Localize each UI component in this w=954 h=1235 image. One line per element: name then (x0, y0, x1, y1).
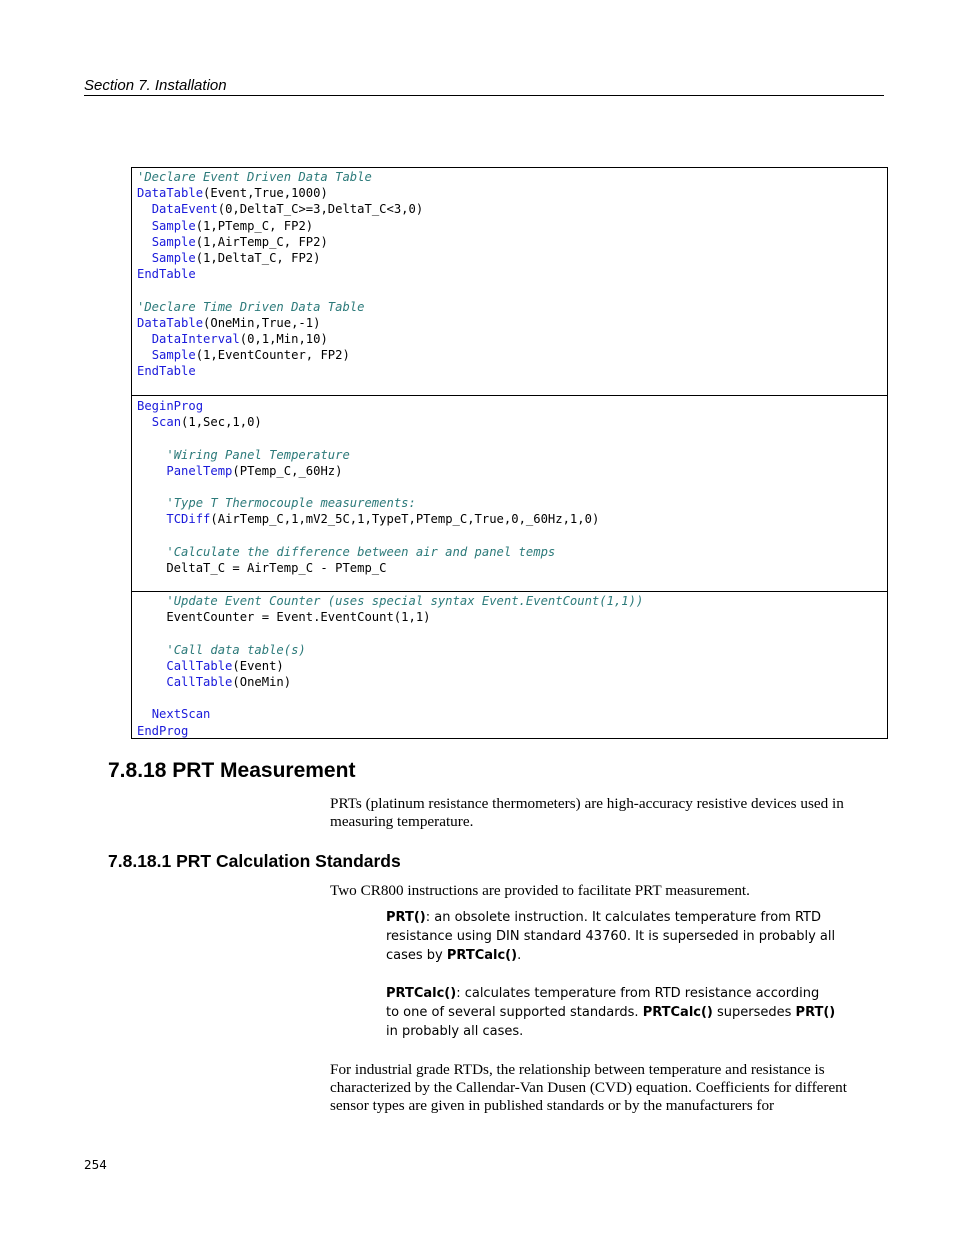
code-keyword: EndProg (137, 723, 189, 738)
code-line (137, 251, 320, 265)
intro-paragraph: PRTs (platinum resistance thermometers) are high-accuracy resistive devices used in measuring temperature. (330, 795, 844, 830)
code-line (137, 545, 555, 559)
cvd-paragraph: For industrial grade RTDs, the relationship between temperature and resistance is characterized by the Callendar-Van Dusen (CVD) equation. Coefficients for different sensor types are given in published standards or by the manufacturers for (330, 1061, 847, 1114)
instructions-intro: Two CR800 instructions are provided to facilitate PRT measurement. (330, 882, 750, 899)
code-block-declarations (131, 167, 888, 396)
note-prtcalc-end: in probably all cases. (386, 1024, 524, 1039)
code-line (137, 724, 188, 738)
code-keyword: CallTable (166, 675, 233, 690)
code-token (137, 545, 166, 559)
note-prtcalc-mid: supersedes (712, 1005, 796, 1020)
code-line (137, 399, 203, 413)
code-token (137, 348, 152, 362)
code-text (132, 396, 887, 576)
code-keyword: Sample (151, 218, 196, 233)
code-token (137, 496, 166, 510)
code-line (137, 316, 320, 330)
code-token: (1,DeltaT_C, FP2) (195, 251, 321, 266)
code-line (137, 267, 196, 281)
code-comment: 'Declare Time Driven Data Table (137, 299, 365, 314)
code-token (137, 512, 166, 526)
note-prtcalc-text: : calculates temperature from RTD resistance according to one of several supported standards. (386, 986, 820, 1020)
code-keyword: DataInterval (151, 332, 240, 347)
code-token: DeltaT_C = AirTemp_C - PTemp_C (137, 561, 387, 576)
code-token (137, 251, 152, 265)
code-comment: 'Type T Thermocouple measurements: (166, 496, 416, 511)
section-heading: 7.8.18 PRT Measurement (108, 759, 356, 782)
code-token (137, 202, 152, 216)
code-text (132, 592, 887, 739)
code-line (137, 659, 284, 673)
page-number: 254 (84, 1158, 107, 1172)
code-token (137, 219, 152, 233)
code-line (137, 610, 431, 624)
note-prtcalc-ref1: PRTCalc() (642, 1005, 713, 1020)
code-keyword: BeginProg (137, 399, 204, 413)
code-keyword: DataTable (137, 186, 204, 201)
code-keyword: CallTable (166, 658, 233, 673)
code-block-event-counter (131, 591, 888, 739)
code-line (137, 594, 643, 608)
code-line (137, 464, 342, 478)
code-line (137, 186, 328, 200)
code-line (137, 643, 306, 657)
code-token: (Event) (232, 658, 284, 673)
note-prt-ref: PRTCalc() (446, 948, 518, 963)
subsection-heading: 7.8.18.1 PRT Calculation Standards (108, 851, 401, 871)
code-keyword: PanelTemp (166, 463, 233, 478)
code-line (137, 348, 350, 362)
code-token (137, 707, 152, 721)
code-token: (0,DeltaT_C>=3,DeltaT_C<3,0) (217, 202, 424, 217)
code-line (137, 300, 364, 314)
code-line (137, 415, 262, 429)
page-header (84, 76, 884, 96)
code-token (137, 415, 152, 429)
note-prtcalc-ref2: PRT() (795, 1005, 836, 1020)
note-prt-text: : an obsolete instruction. It calculates temperature from RTD resistance using DIN standard 43760. It is superseded in probably all cases by (386, 910, 836, 963)
code-token: (AirTemp_C,1,mV2_5C,1,TypeT,PTemp_C,True,0,_60Hz,1,0) (210, 512, 600, 527)
code-comment: 'Call data table(s) (166, 642, 306, 657)
code-line (137, 202, 423, 216)
code-token (137, 643, 166, 657)
code-token: (0,1,Min,10) (239, 332, 328, 347)
code-keyword: EndTable (137, 267, 196, 282)
note-prt-end: . (517, 948, 522, 963)
section-title: Section 7. Installation (84, 77, 227, 94)
code-line (137, 496, 416, 510)
code-keyword: EndTable (137, 364, 196, 379)
note-prtcalc-name: PRTCalc() (386, 986, 457, 1001)
code-comment: 'Update Event Counter (uses special syntax Event.EventCount(1,1)) (166, 594, 644, 608)
code-comment: 'Declare Event Driven Data Table (137, 170, 372, 184)
code-token: (OneMin,True,-1) (203, 315, 321, 330)
code-keyword: Sample (151, 251, 196, 266)
code-keyword: TCDiff (166, 512, 211, 527)
note-prtcalc (386, 984, 836, 1041)
code-token (137, 659, 166, 673)
code-keyword: Scan (151, 415, 182, 430)
code-token (137, 594, 166, 608)
code-line (137, 448, 350, 462)
code-text (132, 168, 887, 380)
code-line (137, 512, 599, 526)
code-token (137, 332, 152, 346)
code-line (137, 235, 328, 249)
code-comment: 'Wiring Panel Temperature (166, 447, 350, 462)
note-prt-name: PRT() (386, 910, 426, 925)
code-token: EventCounter = Event.EventCount(1,1) (137, 610, 431, 625)
code-line (137, 561, 386, 575)
note-prt (386, 908, 836, 965)
code-line (137, 364, 196, 378)
code-token: (1,PTemp_C, FP2) (195, 218, 314, 233)
code-line (137, 332, 328, 346)
code-token (137, 464, 166, 478)
code-token: (1,Sec,1,0) (181, 415, 262, 430)
code-token: (1,AirTemp_C, FP2) (195, 234, 328, 249)
code-line (137, 675, 291, 689)
code-token: (Event,True,1000) (203, 186, 328, 201)
code-token: (PTemp_C,_60Hz) (232, 463, 343, 478)
code-keyword: Sample (151, 234, 196, 249)
code-block-main-program (131, 395, 888, 592)
code-token: (OneMin) (232, 675, 292, 690)
code-token (137, 235, 152, 249)
code-comment: 'Calculate the difference between air and panel temps (166, 544, 556, 559)
code-line (137, 170, 372, 184)
code-keyword: Sample (151, 348, 196, 363)
code-line (137, 707, 210, 721)
code-keyword: DataEvent (151, 202, 218, 217)
code-token (137, 448, 166, 462)
code-keyword: NextScan (151, 707, 211, 722)
code-token (137, 675, 166, 689)
code-keyword: DataTable (137, 315, 204, 330)
code-line (137, 219, 313, 233)
code-token: (1,EventCounter, FP2) (195, 348, 350, 363)
